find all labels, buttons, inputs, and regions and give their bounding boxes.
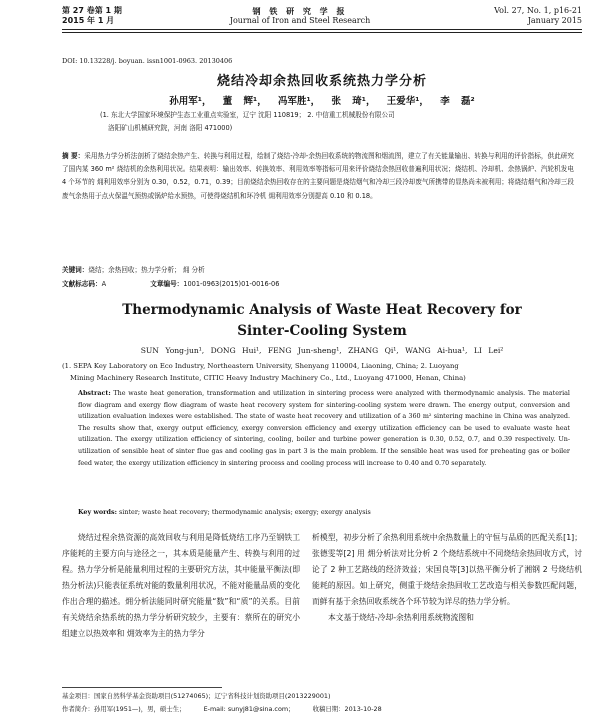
article-number-label: 文章编号： — [150, 280, 184, 288]
chinese-affiliations — [100, 109, 560, 135]
body-paragraph: 析模型，初步分析了余热利用系统中余热数量上的守恒与品质的匹配关系[1]；张德雯等[2] 用 㶲分析法对比分析 2 个烧结系统中不同烧结余热回收方式，讨论了 2 种工艺路线的经济效益；宋国良等[3]以热平衡分析了湘钢 2 号烧结机能耗的原因。如上研究，侧重于烧结余热回收工艺改造与相关参数匹配问题，而鲜有基于余热回收系统各个环节较为详尽的热力学分析。 — [312, 533, 582, 606]
running-header-left — [62, 6, 122, 26]
journal-name-en: Journal of Iron and Steel Research — [229, 16, 371, 25]
document-code: A — [101, 280, 107, 288]
chinese-title: 烧结冷却余热回收系统热力学分析 — [216, 74, 427, 89]
body-left-column: 烧结过程余热资源的高效回收与利用是降低烧结工序乃至钢铁工序能耗的主要方向与途径之一，其本质是能量产生、转换与利用的过程。热力学分析是能量利用过程的主要研究方法，其中能量平衡法(即热分析法)只能表征系统对能的数量利用状况，不能对能量品质的变化作出合理的描述。㶲分析法能同时研究能量“数”和“质”的关系。目前有关烧结余热系统的热力学分析研究较少，主要有：蔡所在的研究小组建立以热效率和 㶲效率为主的热力学分 — [62, 533, 300, 638]
header-rule-bottom — [62, 32, 582, 33]
english-abstract — [78, 388, 570, 469]
chinese-authors: 孙用军¹， 董 辉¹， 冯军胜¹， 张 琦¹， 王爱华¹， 李 磊² — [169, 96, 475, 107]
english-abstract-label: Abstract: — [78, 389, 111, 397]
date-en: January 2015 — [527, 16, 582, 25]
article-number: 1001-0963(2015)01-0016-06 — [183, 280, 280, 288]
doi: DOI: 10.13228/j. boyuan. issn1001-0963. 20130406 — [62, 57, 233, 65]
author-note — [62, 703, 582, 716]
body-paragraph: 本文基于烧结-冷却-余热利用系统物流图和 — [328, 613, 474, 622]
chinese-affiliation-line: (1. 东北大学国家环境保护生态工业重点实验室，辽宁 沈阳 110819； 2. 中信重工机械股份有限公司 — [100, 111, 395, 119]
english-title — [62, 300, 582, 342]
chinese-keywords-label: 关键词： — [62, 266, 89, 274]
header-rule-top — [62, 29, 582, 30]
english-affiliation-line: (1. SEPA Key Laboratory on Eco Industry, Northeastern University, Shenyang 110004, Liaoning, China; 2. Luoyang — [62, 362, 459, 370]
document-code-label: 文献标志码： — [62, 280, 102, 288]
author-info: 作者简介：孙用军(1951—)，男，硕士生； — [62, 705, 186, 713]
chinese-abstract-label: 摘 要： — [62, 152, 85, 160]
footnotes — [62, 690, 582, 716]
journal-name-cn: 钢 铁 研 究 学 报 — [252, 6, 348, 16]
chinese-keywords — [62, 264, 574, 274]
body-right-column — [312, 530, 582, 626]
english-authors: SUN Yong-jun¹, DONG Hui¹, FENG Jun-sheng¹, ZHANG Qi¹, WANG Ai-hua¹, LI Lei² — [140, 346, 504, 355]
chinese-keywords-text: 烧结；余热回收；热力学分析； 㶲 分析 — [88, 266, 205, 274]
author-email: E-mail: sunyj81@sina.com； — [203, 705, 295, 713]
fund-note: 基金项目：国家自然科学基金资助项目(51274065)；辽宁省科技计划资助项目(2013229001) — [62, 692, 331, 700]
document-codes — [62, 278, 574, 288]
volume-issue-cn: 第 27 卷第 1 期 — [62, 6, 122, 15]
english-affiliation-line: Mining Machinery Research Institute, CITIC Heavy Industry Machinery Co., Ltd., Luoyang 471000, Henan, China) — [70, 373, 466, 382]
english-keywords-text: sinter; waste heat recovery; thermodynamic analysis; exergy; exergy analysis — [119, 508, 371, 516]
english-title-line: Sinter-Cooling System — [237, 323, 407, 339]
volume-issue-en: Vol. 27, No. 1, p16-21 — [494, 6, 582, 15]
date-cn: 2015 年 1 月 — [62, 16, 115, 25]
chinese-affiliation-line: 洛阳矿山机械研究院，河南 洛阳 471000) — [108, 124, 233, 132]
english-title-line: Thermodynamic Analysis of Waste Heat Recovery for — [122, 302, 522, 318]
received-date: 收稿日期：2013-10-28 — [312, 705, 382, 713]
english-keywords — [78, 508, 570, 516]
running-header-right — [494, 6, 582, 26]
english-keywords-label: Key words: — [78, 508, 117, 516]
footnote-rule — [62, 687, 222, 688]
chinese-abstract-text: 采用热力学分析法剖析了烧结余热产生、转换与利用过程，绘制了烧结-冷却-余热回收系统的物流图和烟流图，建立了有关能量输出、转换与利用的评价指标，供此研究了国内某 360 m² 烧结机的余热利用状况。结果表明：输出效率、转换效率、利用效率等指标可用来评价烧结余热回收普遍利用状况；烧结机、冷却机、余热锅炉、汽轮机发电 4 个环节的 㶲利用效率分别为 0.30，0.52，0.71，0.39；目前烧结余热回收存在的主要问题是烧结烟气和冷却三段冷却废气所携带的显热尚未被利用；将烧结烟气和冷却三段废气余热用于点火保温气预热或锅炉给水预热，可使得烧结机和环冷机 㶲利用效率分别提高 0.10 和 0.18。 — [62, 152, 574, 200]
running-header-center — [200, 6, 400, 26]
english-affiliations — [62, 361, 582, 384]
english-abstract-text: The waste heat generation, transformation and utilization in sintering process were analyzed with thermodynamic analysis. The material flow diagram and exergy flow diagram of waste heat recovery system for sintering-cooling system were drawn. The energy output, conversion and utilization evaluation indexes were established. The state of waste heat recovery and utilization of a 360 m² sintering machine in China was analyzed. The results show that, exergy output efficiency, exergy conversion efficiency and exergy utilization efficiency can be used to evaluate waste heat utilization. The exergy utilization efficiency of sintering, cooling, boiler and turbine power generation is 0.30, 0.52, 0.7, and 0.39 respectively. Un-utilization of sensible heat of sinter flue gas and cooling gas in part 3 is the main problem. If the sensible heat was used for preheating gas or boiler feed water, the exergy utilization efficiency in sintering process and cooling process will increase to 0.40 and 0.70 separately. — [78, 389, 570, 467]
chinese-abstract — [62, 150, 574, 203]
